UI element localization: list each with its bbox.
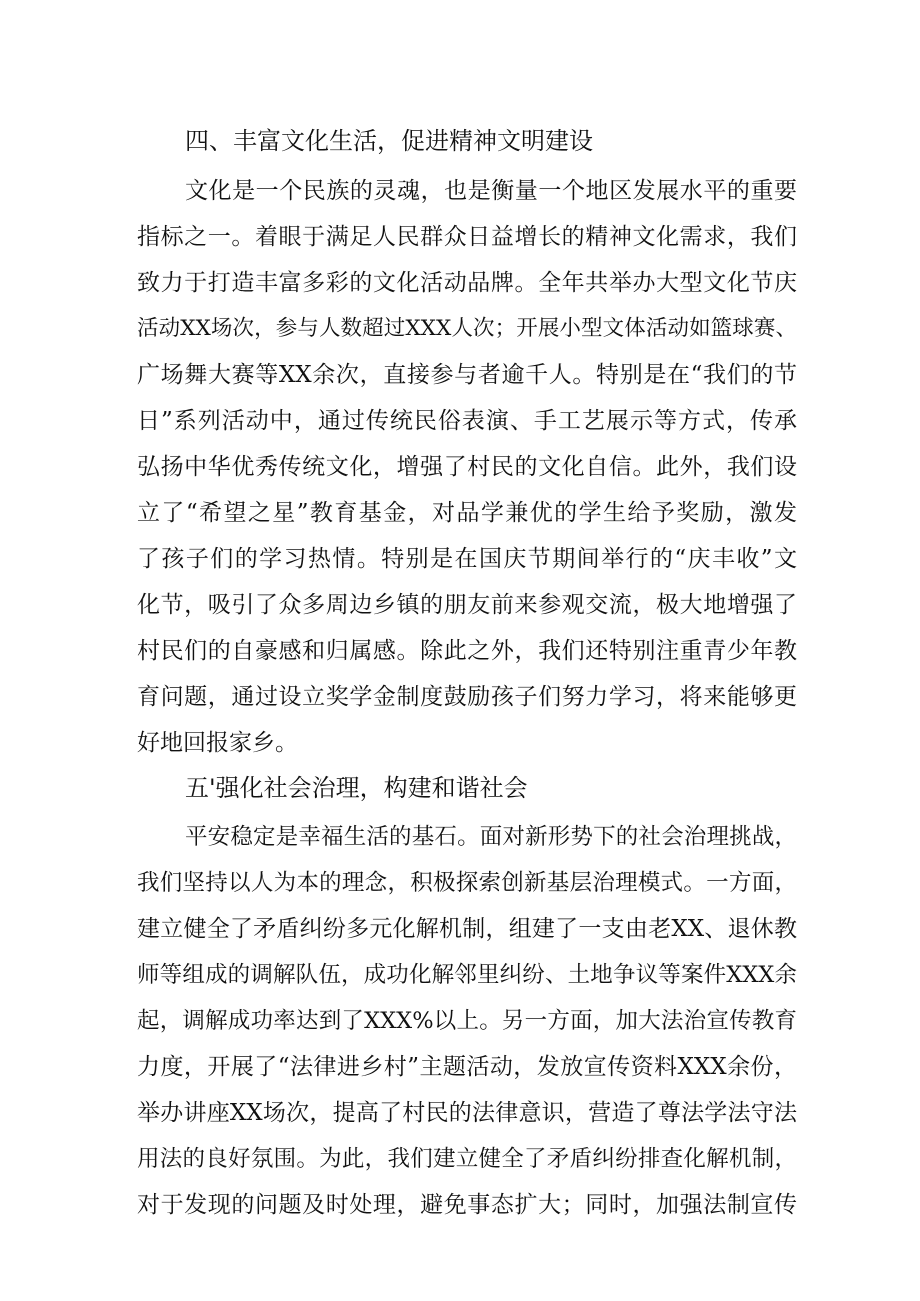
section-5-heading: 五'强化社会治理，构建和谐社会	[185, 774, 528, 802]
section-5-line-7: 举办讲座XX场次，提高了村民的法律意识，营造了尊法学法守法	[137, 1100, 797, 1126]
section-4-line-3: 致力于打造丰富多彩的文化活动品牌。全年共举办大型文化节庆	[137, 270, 797, 296]
section-4-line-9: 了孩子们的学习热情。特别是在国庆节期间举行的“庆丰收”文	[137, 546, 797, 572]
section-5-line-9: 对于发现的问题及时处理，避免事态扩大；同时，加强法制宣传	[137, 1192, 797, 1218]
section-4-line-12: 育问题，通过设立奖学金制度鼓励孩子们努力学习，将来能够更	[137, 684, 797, 710]
section-4-line-6: 日”系列活动中，通过传统民俗表演、手工艺展示等方式，传承	[137, 408, 797, 434]
section-5-line-3: 建立健全了矛盾纠纷多元化解机制，组建了一支由老XX、退休教	[137, 916, 797, 942]
section-4-line-4: 活动XX场次，参与人数超过XXX人次；开展小型文体活动如篮球赛、	[137, 316, 797, 341]
section-4-line-13: 好地回报家乡。	[137, 730, 298, 756]
section-4-line-11: 村民们的自豪感和归属感。除此之外，我们还特别注重青少年教	[137, 638, 797, 664]
section-4-line-1: 文化是一个民族的灵魂，也是衡量一个地区发展水平的重要	[185, 178, 797, 204]
section-4-line-5: 广场舞大赛等XX余次，直接参与者逾千人。特别是在“我们的节	[137, 362, 797, 388]
section-4-line-7: 弘扬中华优秀传统文化，增强了村民的文化自信。此外，我们设	[137, 454, 797, 480]
section-4-line-8: 立了“希望之星”教育基金，对品学兼优的学生给予奖励，激发	[137, 500, 797, 526]
section-5-line-6: 力度，开展了“法律进乡村”主题活动，发放宣传资料XXX余份，	[137, 1054, 797, 1080]
section-5-line-8: 用法的良好氛围。为此，我们建立健全了矛盾纠纷排查化解机制，	[137, 1146, 797, 1172]
section-4-line-2: 指标之一。着眼于满足人民群众日益增长的精神文化需求，我们	[137, 224, 797, 250]
section-5-line-4: 师等组成的调解队伍，成功化解邻里纠纷、土地争议等案件XXX余	[137, 962, 797, 988]
section-4-line-10: 化节，吸引了众多周边乡镇的朋友前来参观交流，极大地增强了	[137, 592, 797, 618]
section-5-line-5: 起，调解成功率达到了XXX%以上。另一方面，加大法治宣传教育	[137, 1008, 797, 1034]
section-5-line-1: 平安稳定是幸福生活的基石。面对新形势下的社会治理挑战，	[185, 824, 797, 850]
section-5-line-2: 我们坚持以人为本的理念，积极探索创新基层治理模式。一方面，	[137, 870, 797, 896]
section-4-heading: 四、丰富文化生活，促进精神文明建设	[185, 127, 593, 155]
